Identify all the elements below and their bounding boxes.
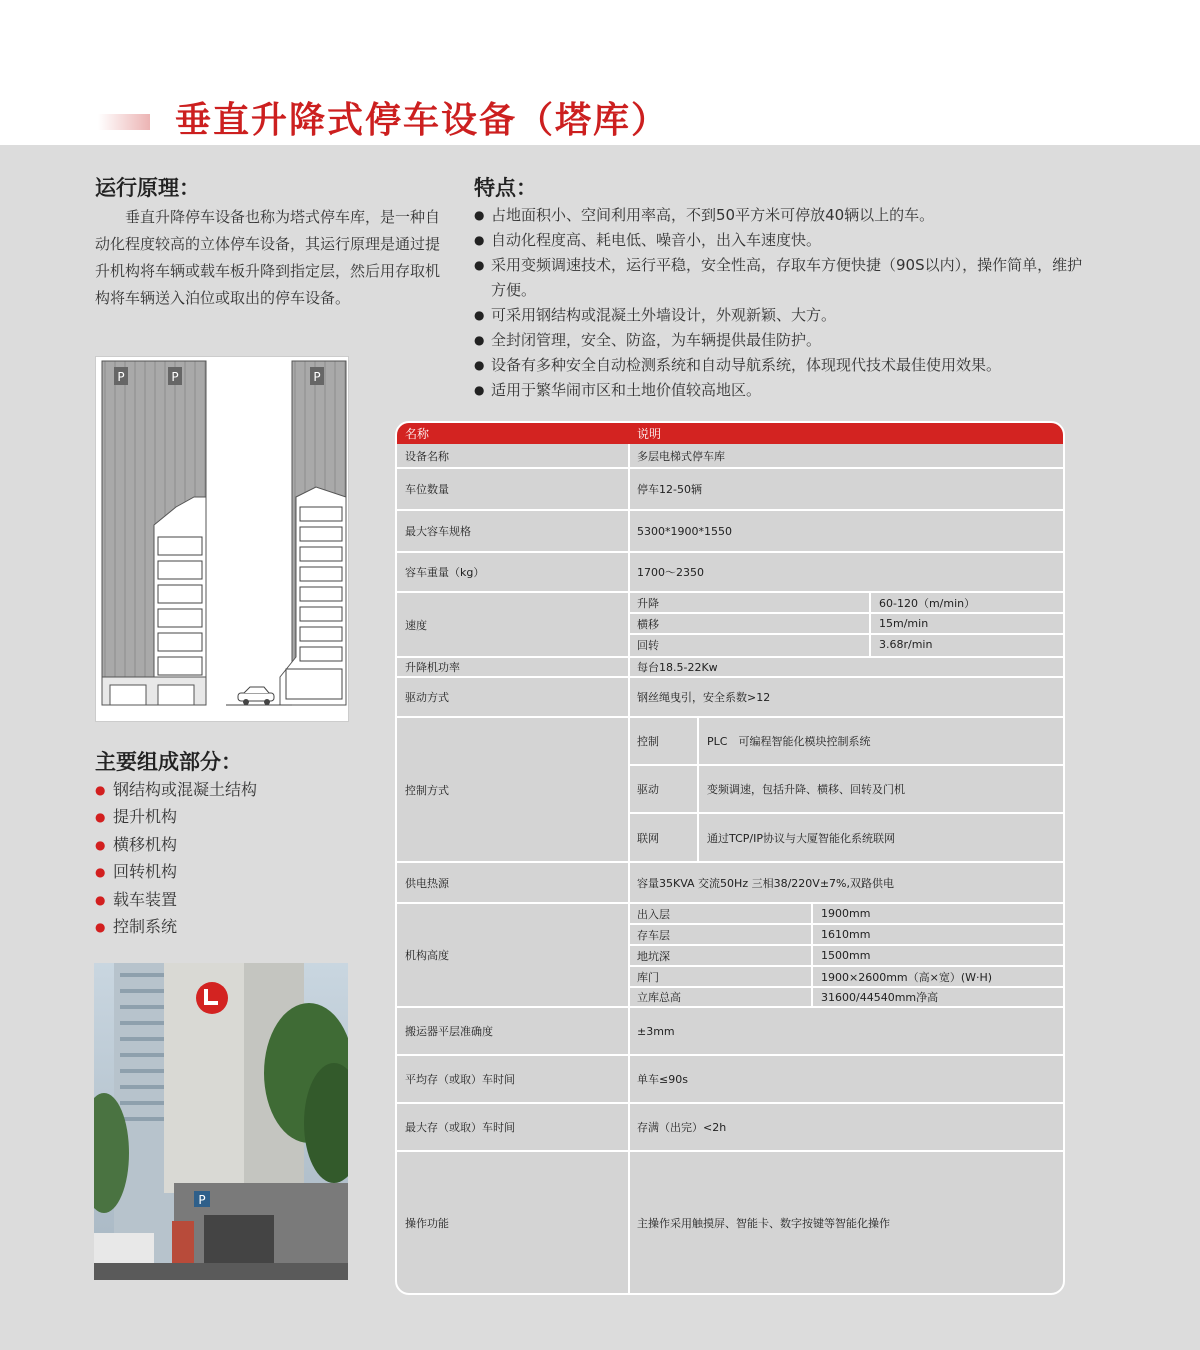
sub-value: PLC 可编程智能化模块控制系统 xyxy=(707,735,871,748)
row-label: 容车重量（kg） xyxy=(405,566,485,579)
sub-label: 升降 xyxy=(637,596,659,610)
parking-sign-icon: P xyxy=(117,370,125,384)
features-list xyxy=(474,203,1094,403)
features-heading: 特点： xyxy=(474,176,537,200)
row-value: 存满（出完）<2h xyxy=(637,1121,727,1134)
row-label: 平均存（或取）车时间 xyxy=(405,1073,515,1086)
row-label: 速度 xyxy=(405,618,427,632)
components-heading: 主要组成部分： xyxy=(95,750,242,774)
sub-label: 横移 xyxy=(637,617,659,631)
sub-label: 库门 xyxy=(637,970,659,984)
feature-item: ● 适用于繁华闹市区和土地价值较高地区。 xyxy=(474,378,1094,403)
row-value: 5300*1900*1550 xyxy=(637,524,732,538)
row-label: 最大存（或取）车时间 xyxy=(405,1121,515,1134)
building-photo xyxy=(94,963,348,1280)
row-value: 停车12-50辆 xyxy=(637,483,702,496)
parking-sign-icon: P xyxy=(313,370,321,384)
sub-label: 立库总高 xyxy=(637,991,681,1004)
header-desc: 说明 xyxy=(637,427,662,441)
row-value: ±3mm xyxy=(637,1024,675,1038)
sub-label: 存车层 xyxy=(637,928,670,942)
feature-item: ● 采用变频调速技术，运行平稳，安全性高，存取车方便快捷（90S以内），操作简单，维护方便。 xyxy=(474,253,1094,303)
component-item: ● 回转机构 xyxy=(95,860,257,887)
page-title: 垂直升降式停车设备（塔库） xyxy=(175,100,670,141)
row-value: 单车≤90s xyxy=(637,1073,688,1086)
tower-garage-diagram xyxy=(95,356,349,722)
row-label: 最大容车规格 xyxy=(405,525,471,538)
row-label: 驱动方式 xyxy=(405,691,449,704)
parking-sign-icon: P xyxy=(198,1193,206,1207)
parking-sign-icon: P xyxy=(171,370,179,384)
row-label: 搬运器平层准确度 xyxy=(405,1025,493,1038)
sub-value: 1610mm xyxy=(821,928,871,941)
building-illustration xyxy=(94,963,348,1280)
feature-item: ● 全封闭管理，安全、防盗，为车辆提供最佳防护。 xyxy=(474,328,1094,353)
component-item: ● 载车装置 xyxy=(95,888,257,915)
sub-value: 60-120（m/min） xyxy=(879,596,976,610)
spec-table-header xyxy=(397,423,1063,444)
sub-label: 控制 xyxy=(637,735,659,748)
tower-garage-drawing xyxy=(96,357,348,721)
spec-table xyxy=(395,421,1065,1295)
feature-item: ● 自动化程度高、耗电低、噪音小，出入车速度快。 xyxy=(474,228,1094,253)
sub-label: 地坑深 xyxy=(637,949,670,963)
component-item: ● 横移机构 xyxy=(95,833,257,860)
feature-item: ● 设备有多种安全自动检测系统和自动导航系统，体现现代技术最佳使用效果。 xyxy=(474,353,1094,378)
company-logo-icon xyxy=(196,982,228,1014)
row-value: 钢丝绳曳引，安全系数>12 xyxy=(637,691,771,704)
sub-value: 15m/min xyxy=(879,617,929,630)
row-label: 供电热源 xyxy=(405,876,449,890)
row-value: 1700～2350 xyxy=(637,566,704,579)
principle-heading: 运行原理： xyxy=(95,176,200,200)
row-value: 主操作采用触摸屏、智能卡、数字按键等智能化操作 xyxy=(637,1216,890,1230)
car-icon xyxy=(238,687,274,705)
sub-label: 回转 xyxy=(637,638,659,652)
row-label: 控制方式 xyxy=(405,783,449,797)
row-label: 机构高度 xyxy=(405,949,449,962)
components-list xyxy=(95,778,257,942)
feature-item: ● 占地面积小、空间利用率高，不到50平方米可停放40辆以上的车。 xyxy=(474,203,1094,228)
header-band xyxy=(0,0,1200,145)
row-label: 操作功能 xyxy=(405,1216,449,1230)
row-label: 车位数量 xyxy=(405,483,449,496)
feature-item: ● 可采用钢结构或混凝土外墙设计，外观新颖、大方。 xyxy=(474,303,1094,328)
sub-label: 出入层 xyxy=(637,907,670,921)
sub-label: 驱动 xyxy=(637,783,659,796)
sub-label: 联网 xyxy=(637,831,659,845)
sub-value: 1900×2600mm（高×宽）(W·H) xyxy=(821,970,993,984)
row-value: 容量35KVA 交流50Hz 三相38/220V±7%,双路供电 xyxy=(637,876,894,890)
sub-value: 3.68r/min xyxy=(879,638,933,651)
header-name: 名称 xyxy=(405,427,430,441)
component-item: ● 提升机构 xyxy=(95,805,257,832)
component-item: ● 钢结构或混凝土结构 xyxy=(95,778,257,805)
sub-value: 31600/44540mm净高 xyxy=(821,991,939,1004)
sub-value: 变频调速，包括升降、横移、回转及门机 xyxy=(707,783,905,796)
row-value: 每台18.5-22Kw xyxy=(637,661,718,674)
sub-value: 1900mm xyxy=(821,907,871,920)
row-value: 多层电梯式停车库 xyxy=(637,449,725,463)
title-accent-mark xyxy=(98,114,150,130)
sub-value: 通过TCP/IP协议与大厦智能化系统联网 xyxy=(707,831,895,845)
row-label: 设备名称 xyxy=(405,449,449,463)
row-label: 升降机功率 xyxy=(405,661,460,674)
principle-text: 垂直升降停车设备也称为塔式停车库，是一种自动化程度较高的立体停车设备，其运行原理是通过提升机构将车辆或载车板升降到指定层，然后用存取机构将车辆送入泊位或取出的停车设备。 xyxy=(95,208,441,307)
component-item: ● 控制系统 xyxy=(95,915,257,942)
sub-value: 1500mm xyxy=(821,949,871,962)
